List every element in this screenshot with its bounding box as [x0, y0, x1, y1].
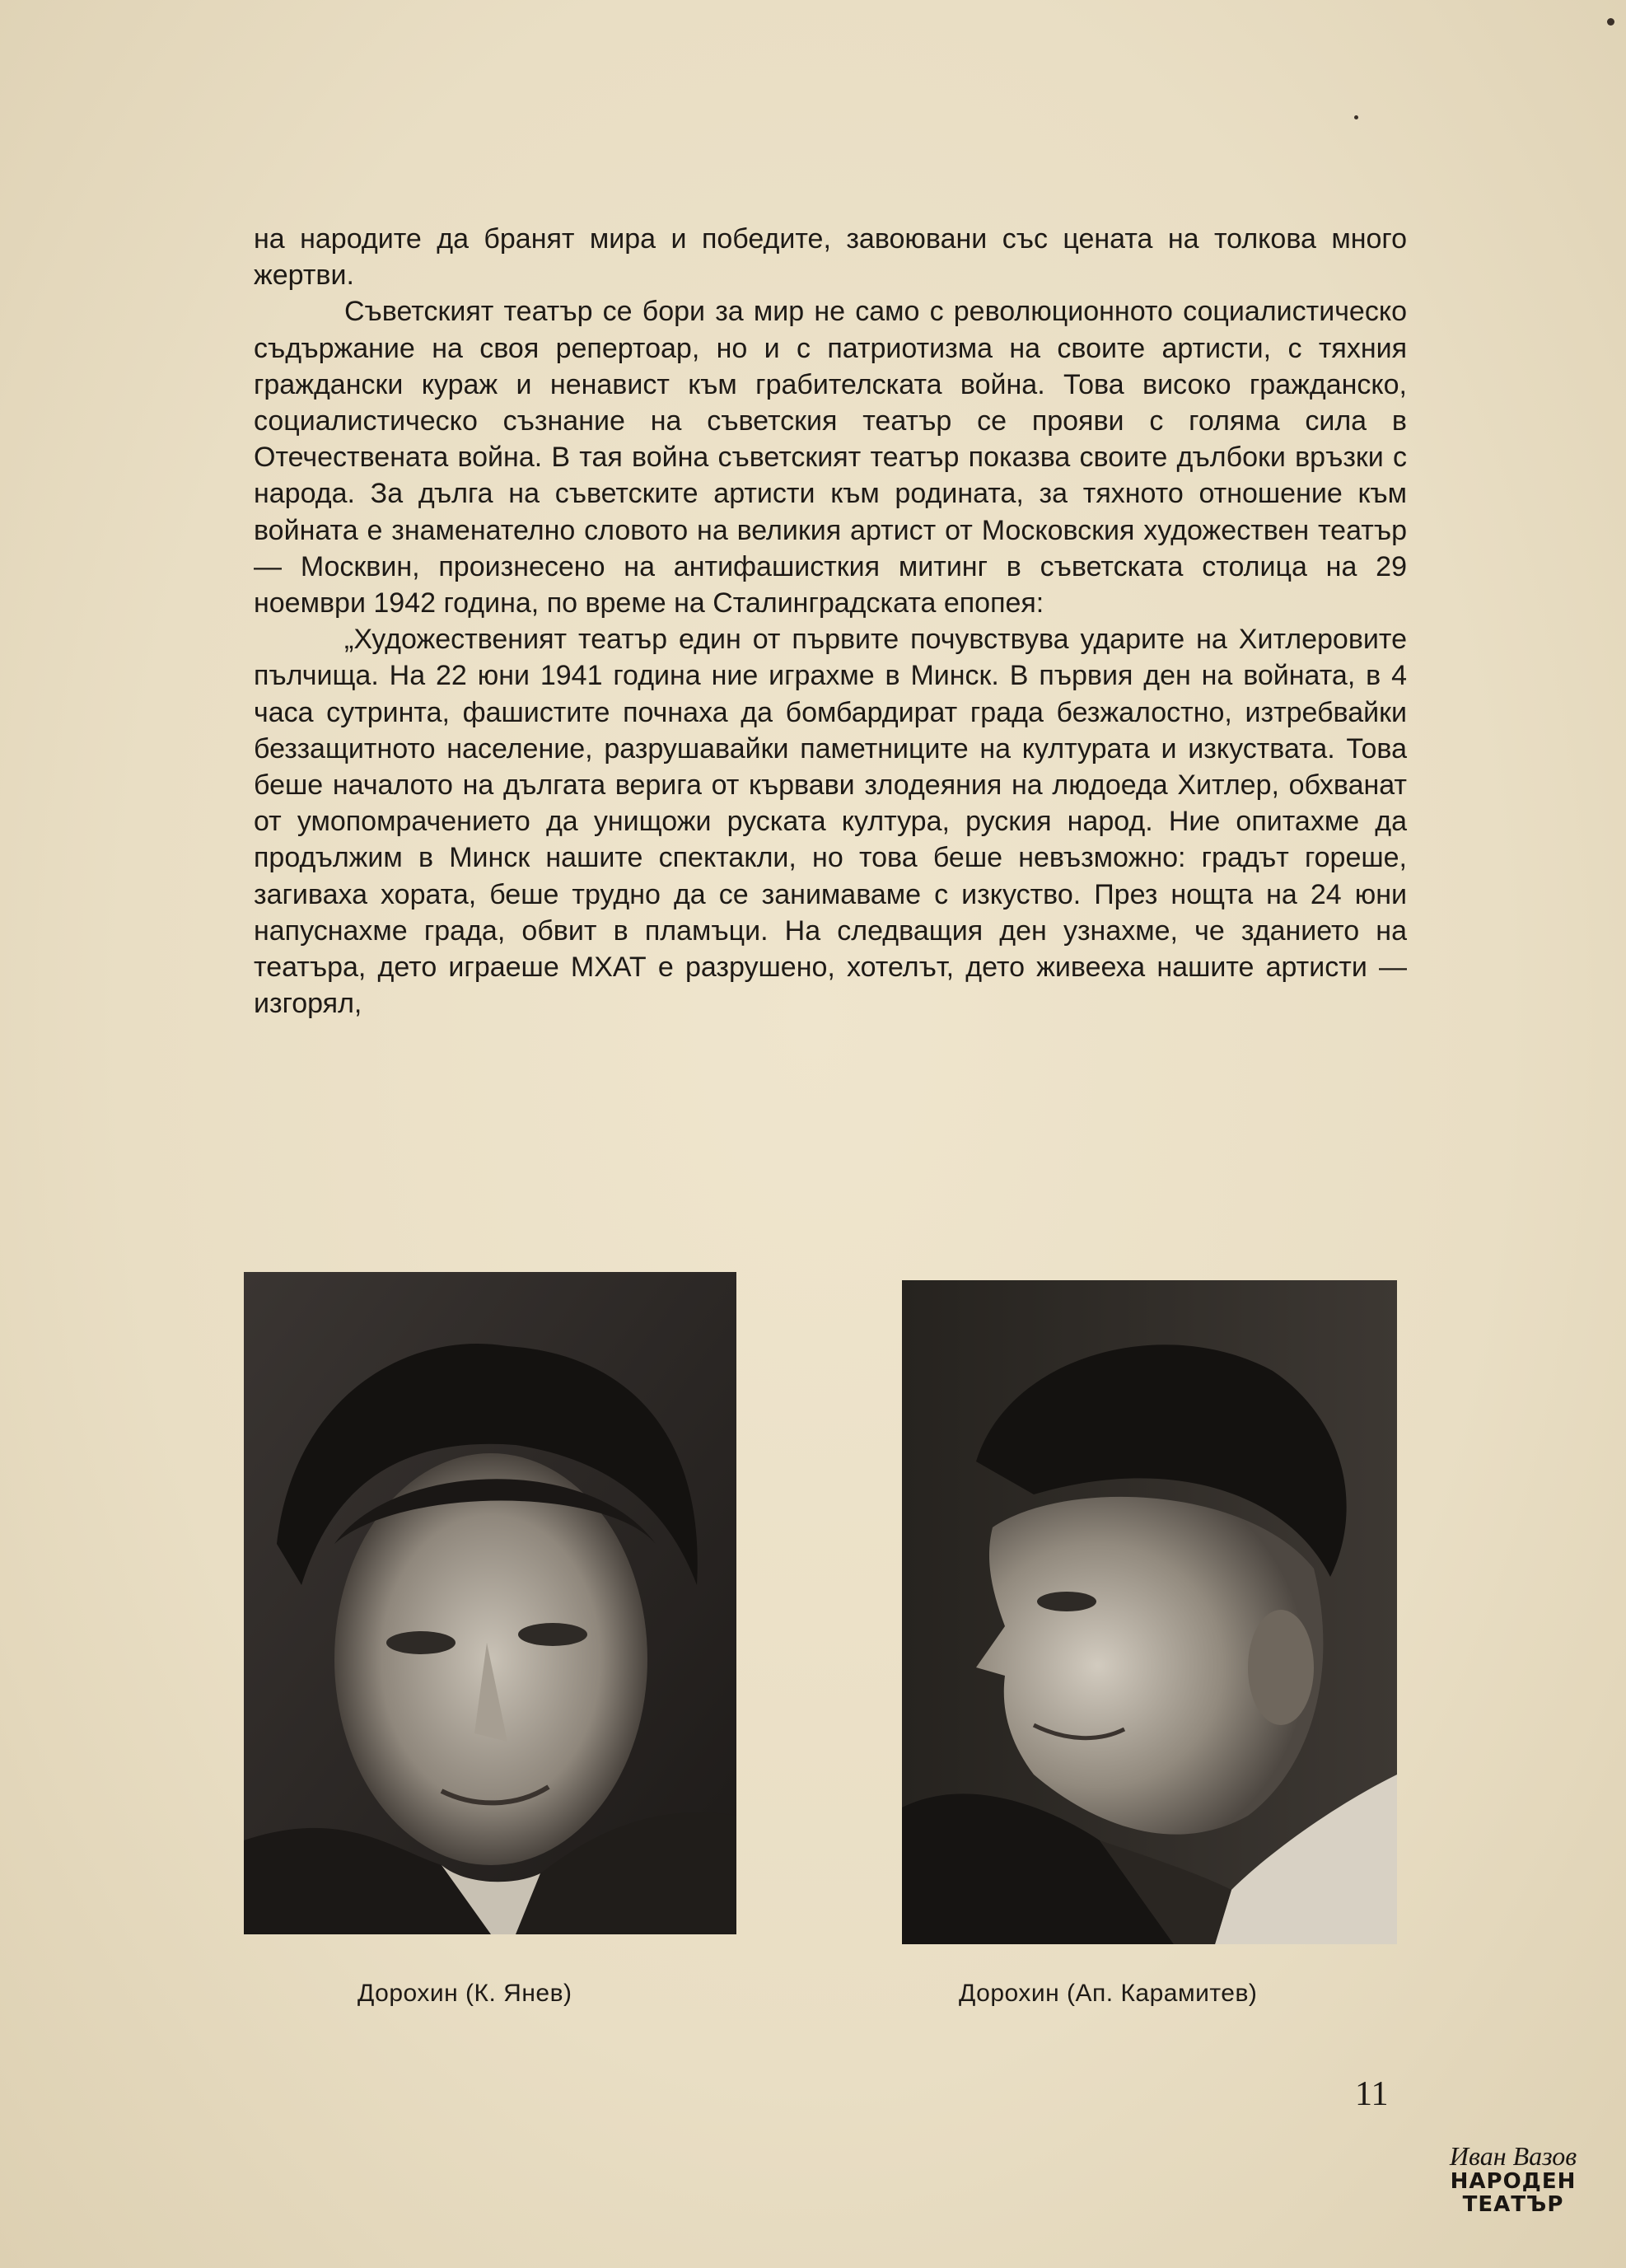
paragraph-2: Съветският театър се бори за мир не само с революционното социалистическо съдържание на своя репертоар, но и с патриотизма на своите артисти, с тяхния граждански кураж и ненавист към грабителската война. Това високо гражданско, социалистическо съзнание на съветския театър се прояви с голяма сила в Отечествената война. В тая война съветският театър показва своите дълбоки връзки с народа. За дълга на съветските артисти към родината, за тяхното отношение към войната е знаменателно словото на великия артист от Московския художествен театър — Москвин, произнесено на антифашисткия митинг в съветската столица на 29 ноември 1942 година, по време на Сталинградската епопея: — [254, 296, 1407, 620]
portrait-photo-yanev — [244, 1272, 736, 1934]
print-speck — [1607, 18, 1614, 26]
national-theatre-logo — [1443, 2142, 1583, 2233]
logo-script: Иван Вазов — [1449, 2141, 1577, 2171]
page-number: 11 — [1355, 2075, 1389, 2113]
photo-caption-right: Дорохин (Ап. Карамитев) — [959, 1980, 1258, 2007]
paragraph-1: на народите да бранят мира и победите, завоювани със цената на толкова много жертви. — [254, 223, 1407, 292]
portrait-photo-karamitev — [902, 1280, 1397, 1944]
photo-caption-left: Дорохин (К. Янев) — [357, 1980, 572, 2007]
paragraph-3: „Художественият театър един от първите почувствува ударите на Хитлеровите пълчища. На 22 юни 1941 година ние играхме в Минск. В първия ден на войната, в 4 часа сутринта, фашистите почнаха да бомбардират града безжалостно, изтребвайки беззащитното население, разрушавайки паметниците на културата и изкуствата. Това беше началото на дългата верига от кървави злодеяния на людоеда Хитлер, обхванат от умопомрачението да унищожи руската култура, руския народ. Ние опитахме да продължим в Минск нашите спектакли, но това беше невъзможно: градът гореше, загиваха хората, беше трудно да се занимаваме с изкуство. През нощта на 24 юни напуснахме града, обвит в пламъци. На следващия ден узнахме, че зданието на театъра, дето играеше МХАТ е разрушено, хотелът, дето живееха нашите артисти — изгорял, — [254, 624, 1407, 1020]
print-speck — [1354, 115, 1358, 119]
logo-line-2: ТЕАТЪР — [1462, 2192, 1564, 2217]
logo-line-1: НАРОДЕН — [1450, 2169, 1577, 2194]
article-text — [254, 221, 1407, 1022]
